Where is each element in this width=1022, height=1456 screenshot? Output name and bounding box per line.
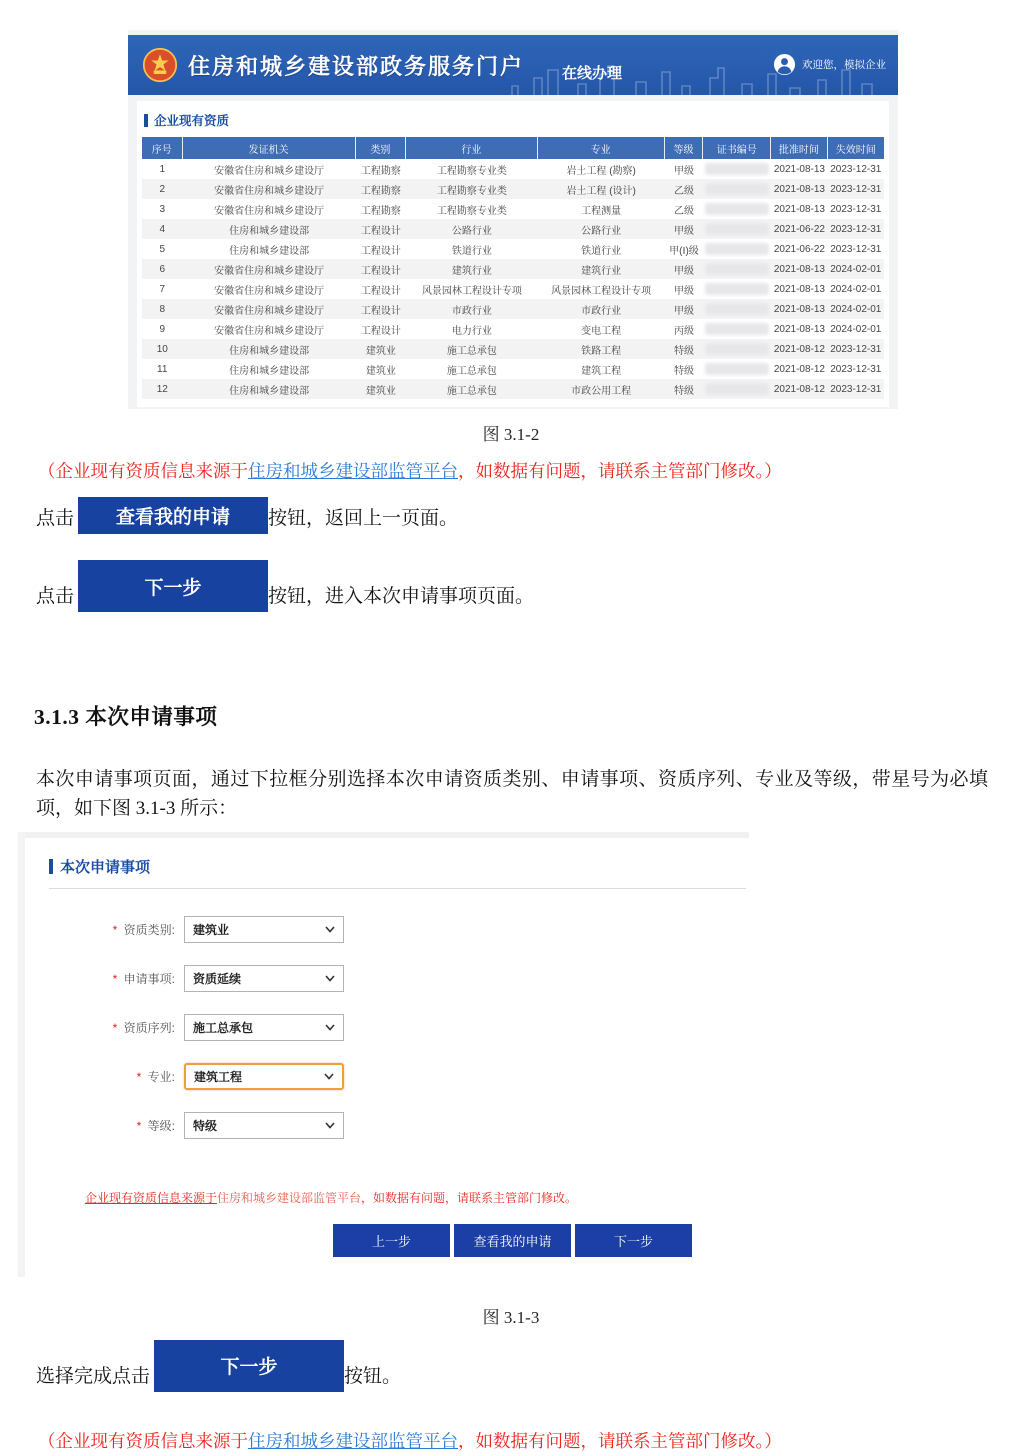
table-cell: 铁道行业	[451, 245, 492, 257]
section-heading: 3.1.3 本次申请事项	[34, 705, 218, 729]
grade-select[interactable]	[184, 1112, 344, 1139]
selected-value: 特级	[193, 1118, 218, 1133]
table-cell: 3	[159, 203, 166, 215]
chevron-down-icon	[325, 975, 335, 982]
table-cell: 安徽省住房和城乡建设厅	[214, 205, 325, 217]
table-cell: 2021-08-13	[773, 163, 825, 175]
note-suffix: ，如数据有问题，请联系主管部门修改。）	[458, 1430, 782, 1451]
next-step-button[interactable]: 下一步	[78, 560, 268, 612]
table-cell: 安徽省住房和城乡建设厅	[214, 185, 325, 197]
table-row	[142, 299, 884, 319]
table-cell: 工程勘察专业类	[436, 205, 507, 217]
table-cell	[703, 319, 771, 339]
form-section-title: 本次申请事项	[49, 856, 1008, 877]
column-header: 发证机关	[183, 137, 356, 159]
qualification-series-select[interactable]	[184, 1014, 344, 1041]
table-cell: 施工总承包	[446, 345, 497, 357]
certificate-number-redacted	[705, 323, 769, 335]
qualification-table-body	[142, 159, 884, 399]
table-cell: 风景园林工程设计专项	[421, 285, 522, 297]
table-cell: 2021-08-13	[773, 323, 825, 335]
table-row	[142, 259, 884, 279]
welcome-text: 欢迎您，模拟企业	[802, 59, 886, 71]
table-cell: 2023-12-31	[830, 243, 882, 255]
section-divider	[49, 888, 746, 889]
table-cell: 乙级	[673, 185, 694, 197]
table-cell: 2021-06-22	[773, 243, 825, 255]
form-field-specialty	[49, 1063, 1008, 1090]
instruction-prefix: 点击	[36, 586, 75, 607]
table-cell: 4	[159, 223, 166, 235]
instruction-prefix: 选择完成点击	[36, 1365, 151, 1387]
table-cell: 工程勘察专业类	[436, 165, 507, 177]
table-cell: 特级	[673, 385, 694, 397]
figure-caption-1: 图 3.1-2	[482, 425, 540, 444]
application-form-screenshot	[18, 832, 1008, 1277]
table-row	[142, 199, 884, 219]
selected-value: 施工总承包	[193, 1020, 254, 1035]
table-row	[142, 279, 884, 299]
national-emblem-icon	[142, 47, 178, 83]
instruction-paragraph-3	[36, 1340, 1022, 1392]
form-button-row	[333, 1224, 1008, 1257]
table-cell: 工程勘察	[360, 205, 401, 217]
section-marker	[49, 859, 53, 874]
selected-value: 建筑工程	[194, 1069, 243, 1084]
table-cell: 公路行业	[451, 225, 492, 237]
table-cell: 甲(Ⅰ)级	[669, 245, 699, 257]
table-cell: 2023-12-31	[830, 343, 882, 355]
note-suffix: ，如数据有问题，请联系主管部门修改。	[361, 1190, 578, 1205]
field-label-text: 等级:	[144, 1118, 175, 1133]
table-cell: 甲级	[673, 265, 694, 277]
table-cell: 岩土工程 (勘察)	[566, 165, 636, 177]
table-cell: 2024-02-01	[830, 283, 882, 295]
field-label	[49, 1019, 175, 1036]
body-paragraph: 本次申请事项页面，通过下拉框分别选择本次申请资质类别、申请事项、资质序列、专业及等级，带星号为必填项，如下图 3.1-3 所示：	[36, 769, 988, 820]
next-step-button[interactable]: 下一步	[154, 1340, 344, 1392]
table-cell	[703, 259, 771, 279]
table-cell: 工程设计	[360, 265, 401, 277]
table-cell: 住房和城乡建设部	[229, 345, 310, 357]
table-cell	[703, 299, 771, 319]
table-cell: 2021-06-22	[773, 223, 825, 235]
table-cell: 市政公用工程	[571, 385, 632, 397]
nav-item-online-handling[interactable]: 在线办理	[562, 64, 623, 82]
note-prefix: 企业现有资质信息来源于	[85, 1190, 218, 1205]
table-cell: 风景园林工程设计专项	[551, 285, 652, 297]
certificate-number-redacted	[705, 183, 769, 195]
data-source-note	[38, 1428, 1022, 1453]
table-cell: 工程勘察专业类	[436, 185, 507, 197]
chevron-down-icon	[325, 1122, 335, 1129]
supervision-platform-link[interactable]: 住房和城乡建设部监管平台	[248, 1430, 458, 1451]
table-cell: 住房和城乡建设部	[229, 385, 310, 397]
table-cell: 2021-08-12	[773, 383, 825, 395]
table-cell: 甲级	[673, 225, 694, 237]
table-cell	[703, 179, 771, 199]
instruction-paragraph-1	[36, 497, 1022, 534]
certificate-number-redacted	[705, 363, 769, 375]
portal-content	[137, 101, 889, 407]
table-cell: 工程测量	[581, 205, 622, 217]
form-field-qualification-series	[49, 1014, 1008, 1041]
portal-screenshot	[128, 30, 898, 409]
table-cell: 2024-02-01	[830, 323, 882, 335]
instruction-suffix: 按钮。	[344, 1365, 402, 1387]
table-cell: 铁路工程	[581, 345, 622, 357]
table-cell: 安徽省住房和城乡建设厅	[214, 305, 325, 317]
table-cell: 工程勘察	[360, 185, 401, 197]
table-row	[142, 319, 884, 339]
view-my-application-button[interactable]: 查看我的申请	[78, 497, 268, 534]
required-asterisk: *	[136, 1118, 142, 1133]
table-cell	[703, 199, 771, 219]
column-header: 类别	[356, 137, 406, 159]
form-field-qualification-category	[49, 916, 1008, 943]
table-header-row	[142, 137, 884, 159]
table-cell: 2021-08-12	[773, 363, 825, 375]
table-cell: 2023-12-31	[830, 183, 882, 195]
table-cell: 电力行业	[451, 325, 492, 337]
table-cell: 建筑工程	[581, 365, 622, 377]
table-cell: 岩土工程 (设计)	[566, 185, 636, 197]
table-cell: 安徽省住房和城乡建设厅	[214, 285, 325, 297]
certificate-number-redacted	[705, 383, 769, 395]
table-cell: 建筑行业	[451, 265, 492, 277]
table-row	[142, 239, 884, 259]
specialty-select[interactable]	[184, 1063, 344, 1090]
table-cell: 工程设计	[360, 245, 401, 257]
table-cell: 2	[159, 183, 166, 195]
table-cell: 工程设计	[360, 305, 401, 317]
instruction-paragraph-2	[36, 560, 1022, 612]
certificate-number-redacted	[705, 263, 769, 275]
table-cell: 安徽省住房和城乡建设厅	[214, 325, 325, 337]
form-field-grade	[49, 1112, 1008, 1139]
table-cell: 10	[156, 343, 168, 355]
table-cell: 6	[159, 263, 166, 275]
table-cell	[703, 339, 771, 359]
column-header: 专业	[538, 137, 665, 159]
table-cell: 2024-02-01	[830, 263, 882, 275]
table-cell: 安徽省住房和城乡建设厅	[214, 165, 325, 177]
view-my-application-button[interactable]: 查看我的申请	[454, 1224, 571, 1257]
portal-title: 住房和城乡建设部政务服务门户	[188, 53, 525, 79]
selected-value: 建筑业	[193, 922, 230, 937]
application-item-select[interactable]	[184, 965, 344, 992]
form-fields	[49, 916, 1008, 1139]
table-cell: 2023-12-31	[830, 363, 882, 375]
table-cell	[703, 159, 771, 179]
certificate-number-redacted	[705, 283, 769, 295]
table-cell: 2021-08-13	[773, 183, 825, 195]
chevron-down-icon	[325, 1024, 335, 1031]
table-cell: 工程设计	[360, 225, 401, 237]
table-cell: 甲级	[673, 285, 694, 297]
table-cell	[703, 279, 771, 299]
table-cell: 5	[159, 243, 166, 255]
supervision-platform-link[interactable]: 住房和城乡建设部监管平台	[248, 461, 458, 481]
prev-step-button[interactable]: 上一步	[333, 1224, 450, 1257]
column-header: 批准时间	[771, 137, 827, 159]
screenshot-edge	[18, 832, 25, 1277]
supervision-platform-link[interactable]: 住房和城乡建设部监管平台	[217, 1190, 362, 1205]
field-label-text: 专业:	[144, 1069, 175, 1084]
table-cell: 7	[159, 283, 166, 295]
table-row	[142, 179, 884, 199]
form-field-application-item	[49, 965, 1008, 992]
chevron-down-icon	[325, 926, 335, 933]
table-cell: 公路行业	[581, 225, 622, 237]
table-cell: 2023-12-31	[830, 223, 882, 235]
table-cell: 2021-08-12	[773, 343, 825, 355]
form-data-source-note	[85, 1189, 1008, 1206]
table-cell: 特级	[673, 365, 694, 377]
table-row	[142, 379, 884, 399]
note-prefix: （企业现有资质信息来源于	[38, 1430, 248, 1451]
certificate-number-redacted	[705, 343, 769, 355]
field-label	[49, 1068, 175, 1085]
table-cell: 建筑业	[365, 365, 396, 377]
table-cell: 变电工程	[581, 325, 622, 337]
instruction-suffix: 按钮，进入本次申请事项页面。	[268, 586, 535, 607]
instruction-prefix: 点击	[36, 508, 75, 529]
table-cell: 2021-08-13	[773, 303, 825, 315]
table-cell: 2021-08-13	[773, 283, 825, 295]
table-cell	[703, 379, 771, 399]
table-row	[142, 219, 884, 239]
table-cell: 特级	[673, 345, 694, 357]
table-cell: 住房和城乡建设部	[229, 245, 310, 257]
chevron-down-icon	[324, 1073, 334, 1080]
screenshot-edge	[25, 832, 749, 838]
certificate-number-redacted	[705, 243, 769, 255]
table-row	[142, 359, 884, 379]
required-asterisk: *	[112, 1020, 118, 1035]
table-cell: 12	[156, 383, 168, 395]
table-cell: 工程勘察	[360, 165, 401, 177]
qualification-table	[142, 137, 884, 399]
column-header: 行业	[406, 137, 538, 159]
column-header: 证书编号	[703, 137, 771, 159]
user-area[interactable]	[773, 53, 886, 76]
table-cell: 丙级	[673, 325, 694, 337]
table-cell: 9	[159, 323, 166, 335]
table-cell: 住房和城乡建设部	[229, 225, 310, 237]
field-label-text: 资质类别:	[120, 922, 175, 937]
table-cell: 铁道行业	[581, 245, 622, 257]
qualification-category-select[interactable]	[184, 916, 344, 943]
table-cell: 2023-12-31	[830, 383, 882, 395]
table-cell: 2023-12-31	[830, 163, 882, 175]
field-label	[49, 1117, 175, 1134]
table-cell: 2023-12-31	[830, 203, 882, 215]
certificate-number-redacted	[705, 163, 769, 175]
required-asterisk: *	[112, 922, 118, 937]
certificate-number-redacted	[705, 303, 769, 315]
figure-caption-2: 图 3.1-3	[482, 1307, 540, 1327]
table-cell	[703, 219, 771, 239]
required-asterisk: *	[136, 1069, 142, 1084]
next-step-button[interactable]: 下一步	[575, 1224, 692, 1257]
field-label	[49, 921, 175, 938]
table-cell	[703, 359, 771, 379]
user-icon	[773, 53, 796, 76]
column-header: 序号	[142, 137, 183, 159]
table-cell: 安徽省住房和城乡建设厅	[214, 265, 325, 277]
table-cell: 工程设计	[360, 325, 401, 337]
qualification-section-title: 企业现有资质	[144, 111, 884, 129]
required-asterisk: *	[112, 971, 118, 986]
table-cell: 2021-08-13	[773, 203, 825, 215]
table-cell: 建筑业	[365, 385, 396, 397]
certificate-number-redacted	[705, 203, 769, 215]
column-header: 失效时间	[828, 137, 884, 159]
table-cell: 8	[159, 303, 166, 315]
table-cell: 2024-02-01	[830, 303, 882, 315]
table-cell: 建筑业	[365, 345, 396, 357]
section-marker	[144, 114, 148, 127]
note-suffix: ，如数据有问题，请联系主管部门修改。）	[458, 461, 782, 481]
field-label-text: 申请事项:	[120, 971, 175, 986]
column-header: 等级	[665, 137, 703, 159]
table-cell: 施工总承包	[446, 365, 497, 377]
table-cell: 甲级	[673, 165, 694, 177]
table-cell	[703, 239, 771, 259]
table-cell: 1	[159, 163, 166, 175]
table-cell: 2021-08-13	[773, 263, 825, 275]
table-cell: 住房和城乡建设部	[229, 365, 310, 377]
table-cell: 市政行业	[451, 305, 492, 317]
selected-value: 资质延续	[193, 971, 242, 986]
table-cell: 11	[157, 363, 168, 375]
table-cell: 工程设计	[360, 285, 401, 297]
table-cell: 乙级	[673, 205, 694, 217]
field-label-text: 资质序列:	[120, 1020, 175, 1035]
certificate-number-redacted	[705, 223, 769, 235]
table-cell: 施工总承包	[446, 385, 497, 397]
table-cell: 甲级	[673, 305, 694, 317]
table-row	[142, 339, 884, 359]
table-row	[142, 159, 884, 179]
data-source-note	[38, 458, 1022, 483]
portal-header	[128, 35, 898, 95]
instruction-suffix: 按钮，返回上一页面。	[268, 508, 459, 529]
field-label	[49, 970, 175, 987]
table-cell: 市政行业	[581, 305, 622, 317]
table-cell: 建筑行业	[581, 265, 622, 277]
note-prefix: （企业现有资质信息来源于	[38, 461, 248, 481]
